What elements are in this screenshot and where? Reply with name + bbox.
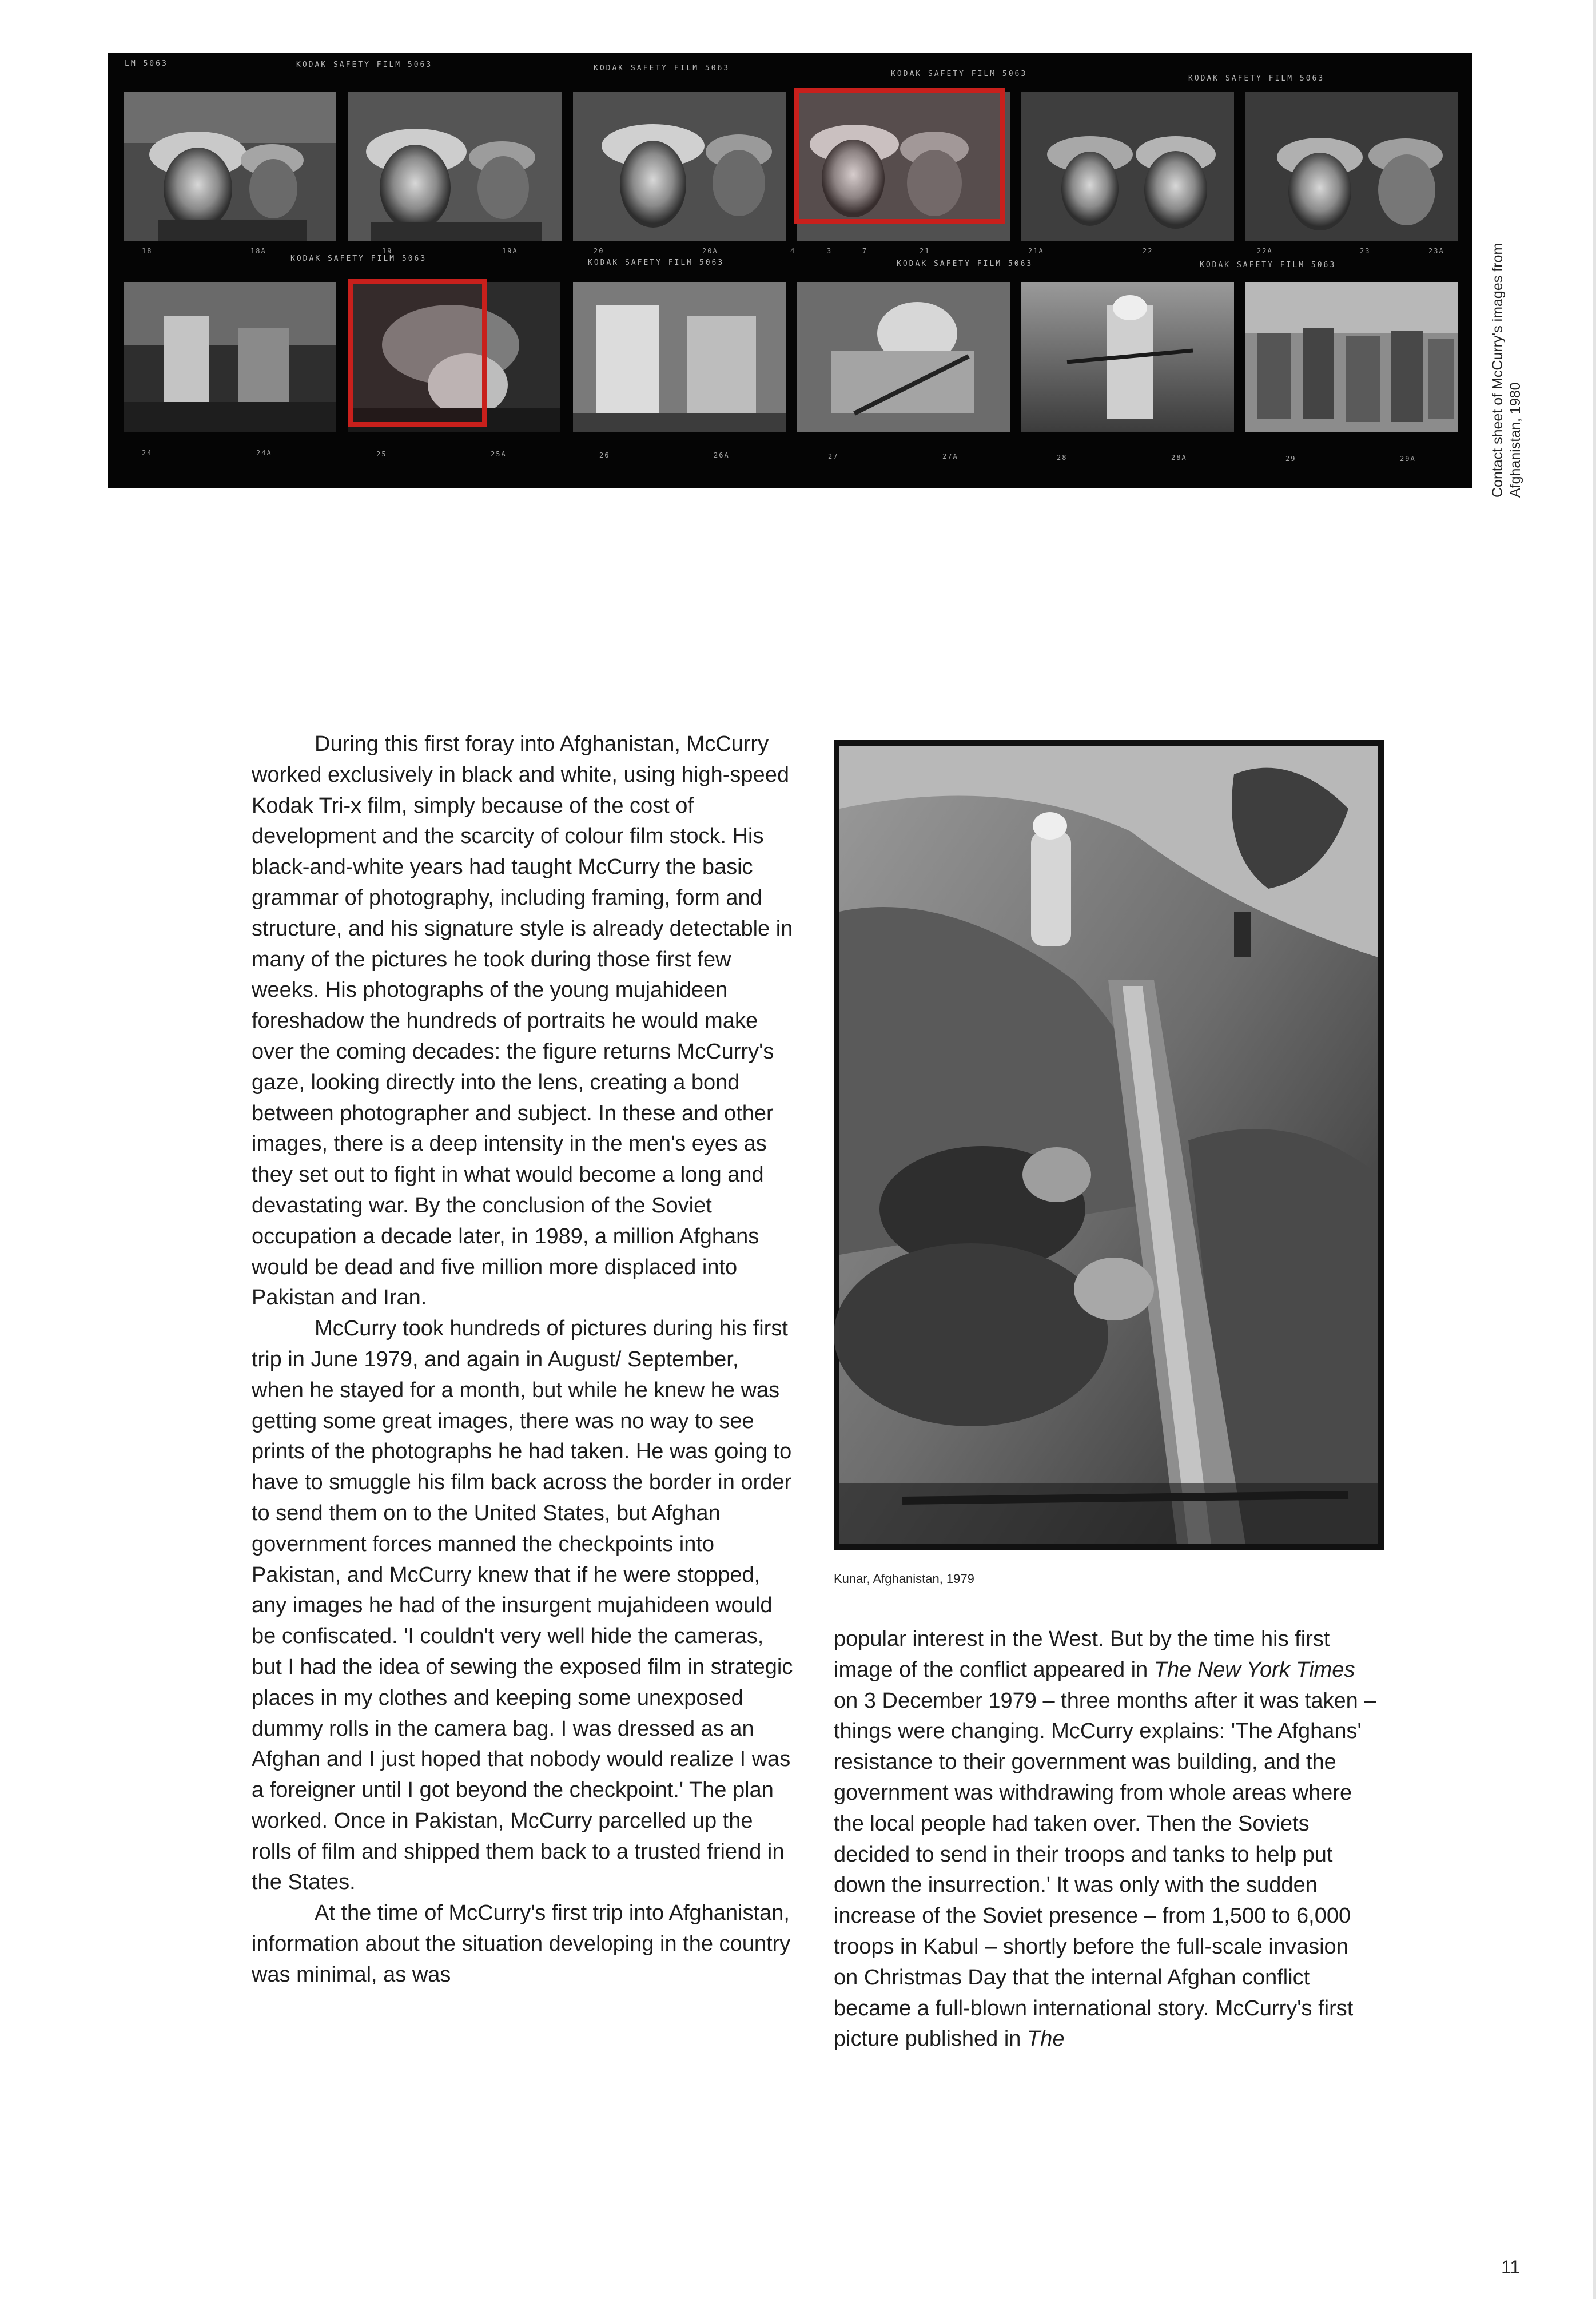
frame-number: 26 — [599, 451, 610, 459]
contact-frame — [124, 92, 336, 241]
frame-number: 7 — [862, 247, 868, 255]
body-column-right — [834, 1624, 1377, 2055]
frame-number: 22 — [1143, 247, 1153, 255]
film-edge-text: KODAK SAFETY FILM 5063 — [290, 254, 427, 263]
frame-number: 19A — [502, 247, 518, 255]
contact-frame — [573, 282, 786, 432]
frame-number: 3 — [827, 247, 833, 255]
paragraph: At the time of McCurry's first trip into Afghanistan, information about the situation developing in the country was minimal, as was — [252, 1901, 791, 1987]
contact-frame — [573, 92, 786, 241]
frame-number: 25 — [376, 450, 387, 458]
film-edge-text: KODAK SAFETY FILM 5063 — [296, 61, 433, 69]
contact-frame — [124, 282, 336, 432]
red-selection-marker — [348, 279, 487, 427]
frame-number: 18 — [142, 247, 153, 255]
contact-sheet-caption: Contact sheet of McCurry's images from Afghanistan, 1980 — [1490, 242, 1523, 498]
contact-frame — [1021, 282, 1234, 432]
red-selection-marker — [794, 88, 1005, 224]
frame-number: 26A — [714, 451, 730, 459]
paragraph — [834, 1624, 1377, 2055]
contact-sheet — [108, 53, 1472, 488]
film-edge-text: KODAK SAFETY FILM 5063 — [594, 64, 730, 73]
kunar-photograph — [834, 740, 1384, 1550]
publication-title: The — [1027, 2027, 1065, 2051]
film-edge-text: KODAK SAFETY FILM 5063 — [897, 260, 1033, 268]
frame-number: 22A — [1257, 247, 1273, 255]
frame-number: 4 — [790, 247, 796, 255]
text-run: popular interest in the West. But by the time his first image of the conflict appeared in — [834, 1627, 1330, 1682]
frame-number: 23 — [1360, 247, 1371, 255]
frame-number: 24A — [256, 449, 272, 457]
frame-number: 24 — [142, 449, 153, 457]
contact-strip-top — [108, 53, 1472, 271]
film-edge-text: KODAK SAFETY FILM 5063 — [891, 70, 1028, 78]
contact-frame — [1245, 92, 1458, 241]
frame-number: 21A — [1028, 247, 1044, 255]
contact-frame — [1245, 282, 1458, 432]
contact-frame — [348, 92, 562, 241]
film-edge-text: KODAK SAFETY FILM 5063 — [588, 258, 725, 267]
frame-number: 20 — [594, 247, 604, 255]
frame-number: 29 — [1285, 455, 1296, 463]
publication-title: The New York Times — [1153, 1657, 1355, 1682]
frame-number: 28A — [1171, 454, 1187, 462]
frame-number: 21 — [920, 247, 930, 255]
page-edge — [1593, 0, 1596, 2299]
film-edge-text: LM 5063 — [125, 59, 168, 68]
contact-frame — [797, 282, 1010, 432]
paragraph: McCurry took hundreds of pictures during his first trip in June 1979, and again in August/ September, when he stayed for a month, but while he knew he was getting some great images, there was no way to see prints of the photographs he had taken. He was going to have to smuggle his film back across the border in order to send them on to the United States, but Afghan government forces manned the checkpoints into Pakistan, and McCurry knew that if he were stopped, any images he had of the insurgent mujahideen would be confiscated. 'I couldn't very well hide the cameras, but I had the idea of sewing the exposed film in strategic places in my clothes and keeping some unexposed dummy rolls in the camera bag. I was dressed as an Afghan and I just hoped that nobody would realize I was a foreigner until I got beyond the checkpoint.' The plan worked. Once in Pakistan, McCurry parcelled up the rolls of film and shipped them back to a trusted friend in the States. — [252, 1316, 793, 1895]
frame-number: 27 — [828, 452, 839, 460]
frame-number: 20A — [702, 247, 718, 255]
frame-number: 18A — [250, 247, 266, 255]
text-run: on 3 December 1979 – three months after it was taken – things were changing. McCurry explains: 'The Afghans' resistance to their government was building, and the government was withdrawing from whole areas where the local people had taken over. Then the Soviets decided to send in their troops and tanks to help put down the insurrection.' It was only with the sudden increase of the Soviet presence – from 1,500 to 6,000 troops in Kabul – shortly before the full-scale invasion on Christmas Day that the internal Afghan conflict became a full-blown international story. McCurry's first picture published in — [834, 1688, 1376, 2051]
film-edge-text: KODAK SAFETY FILM 5063 — [1200, 261, 1336, 269]
contact-strip-bottom — [108, 271, 1472, 488]
frame-number: 25A — [491, 450, 507, 458]
frame-number: 27A — [942, 452, 958, 460]
film-edge-text: KODAK SAFETY FILM 5063 — [1188, 74, 1325, 83]
contact-frame — [1021, 92, 1234, 241]
page-number: 11 — [1501, 2257, 1521, 2277]
frame-number: 29A — [1400, 455, 1416, 463]
frame-number: 28 — [1057, 454, 1068, 462]
frame-number: 19 — [382, 247, 393, 255]
photo-caption: Kunar, Afghanistan, 1979 — [834, 1572, 974, 1586]
paragraph: During this first foray into Afghanistan, McCurry worked exclusively in black and white, using high-speed Kodak Tri-x film, simply because of the cost of development and the scarcity of colour film stock. His black-and-white years had taught McCurry the basic grammar of photography, including framing, form and structure, and his signature style is already detectable in many of the pictures he took during those first few weeks. His photographs of the young mujahideen foreshadow the hundreds of portraits he would make over the coming decades: the figure returns McCurry's gaze, looking directly into the lens, creating a bond between photographer and subject. In these and other images, there is a deep intensity in the men's eyes as they set out to fight in what would become a long and devastating war. By the conclusion of the Soviet occupation a decade later, in 1989, a million Afghans would be dead and five million more displaced into Pakistan and Iran. — [252, 732, 793, 1310]
body-column-left — [252, 729, 795, 1991]
frame-number: 23A — [1428, 247, 1444, 255]
